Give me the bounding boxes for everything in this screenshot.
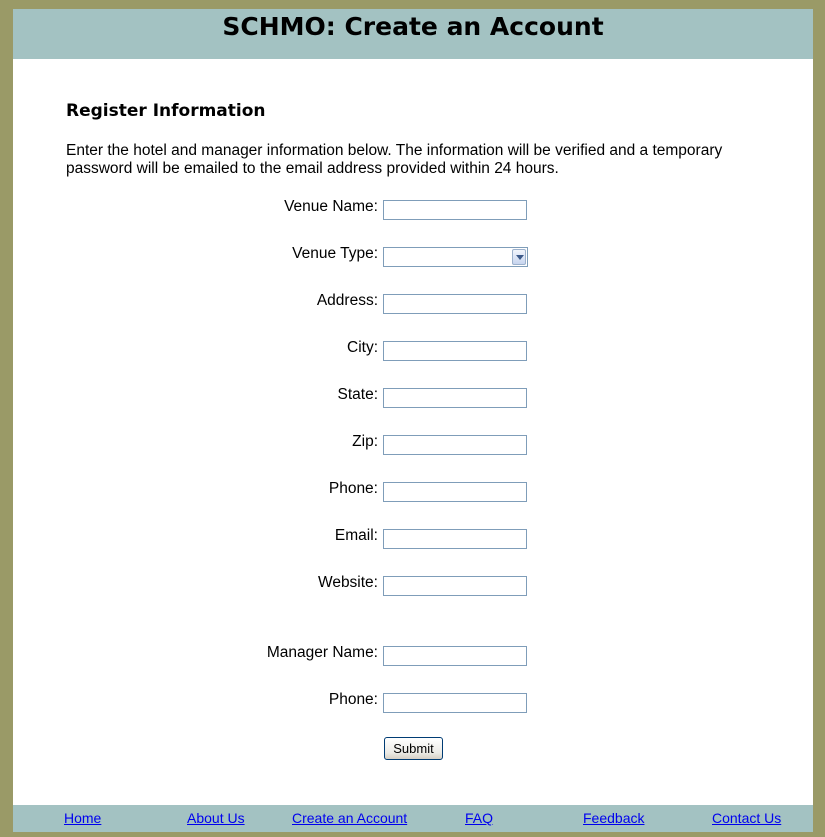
chevron-down-icon[interactable] bbox=[512, 249, 526, 265]
state-label: State: bbox=[337, 386, 378, 403]
venue-type-row bbox=[13, 245, 813, 269]
email-input[interactable] bbox=[383, 529, 527, 549]
manager-phone-row bbox=[13, 691, 813, 715]
footer-link-home[interactable]: Home bbox=[64, 810, 102, 826]
venue-name-label: Venue Name: bbox=[284, 198, 378, 215]
manager-phone-input[interactable] bbox=[383, 693, 527, 713]
zip-row bbox=[13, 433, 813, 457]
phone-label: Phone: bbox=[328, 480, 378, 497]
intro-text: Enter the hotel and manager information below. The information will be verified and a temporary password will be emailed to the email address provided within 24 hours. bbox=[66, 142, 723, 177]
email-row bbox=[13, 527, 813, 551]
manager-name-row bbox=[13, 644, 813, 668]
address-label: Address: bbox=[316, 292, 378, 309]
footer-nav bbox=[13, 805, 813, 832]
address-row bbox=[13, 292, 813, 316]
venue-name-input[interactable] bbox=[383, 200, 527, 220]
venue-name-row bbox=[13, 198, 813, 222]
zip-label: Zip: bbox=[352, 433, 378, 450]
footer-link-feedback[interactable]: Feedback bbox=[583, 810, 645, 826]
venue-type-select[interactable] bbox=[383, 247, 528, 267]
state-input[interactable] bbox=[383, 388, 527, 408]
city-label: City: bbox=[347, 339, 378, 356]
phone-row bbox=[13, 480, 813, 504]
footer-link-contact-us[interactable]: Contact Us bbox=[712, 810, 782, 826]
section-title: Register Information bbox=[66, 101, 266, 121]
phone-input[interactable] bbox=[383, 482, 527, 502]
website-label: Website: bbox=[317, 574, 378, 591]
submit-button[interactable]: Submit bbox=[384, 737, 443, 760]
footer-link-create-account[interactable]: Create an Account bbox=[292, 810, 408, 826]
website-input[interactable] bbox=[383, 576, 527, 596]
manager-name-label: Manager Name: bbox=[266, 644, 378, 661]
website-row bbox=[13, 574, 813, 598]
manager-phone-label: Phone: bbox=[328, 691, 378, 708]
city-input[interactable] bbox=[383, 341, 527, 361]
manager-name-input[interactable] bbox=[383, 646, 527, 666]
footer-link-faq[interactable]: FAQ bbox=[465, 810, 494, 826]
address-input[interactable] bbox=[383, 294, 527, 314]
page-title: SCHMO: Create an Account bbox=[222, 12, 604, 41]
state-row bbox=[13, 386, 813, 410]
page-header bbox=[13, 9, 813, 59]
venue-type-label: Venue Type: bbox=[292, 245, 378, 262]
city-row bbox=[13, 339, 813, 363]
zip-input[interactable] bbox=[383, 435, 527, 455]
email-label: Email: bbox=[334, 527, 378, 544]
page-frame bbox=[13, 9, 813, 832]
footer-link-about-us[interactable]: About Us bbox=[187, 810, 245, 826]
